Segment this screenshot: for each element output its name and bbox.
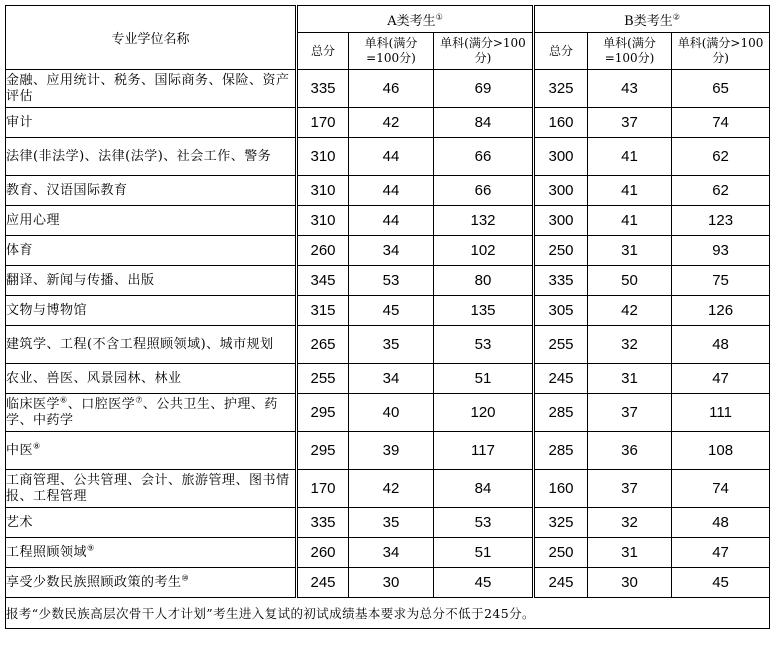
b-single-100: 30 xyxy=(588,568,672,598)
a-total: 345 xyxy=(297,266,349,296)
b-single-100: 41 xyxy=(588,206,672,236)
major-name-part: 享受少数民族照顾政策的考生 xyxy=(6,574,182,590)
a-total: 310 xyxy=(297,176,349,206)
table-row xyxy=(6,568,770,598)
b-single-over: 93 xyxy=(672,236,770,266)
major-name-part: 、公共卫生、护理、药学、中药学 xyxy=(6,396,278,428)
major-name: 文物与博物馆 xyxy=(6,296,297,326)
a-single-over: 132 xyxy=(434,206,534,236)
b-single-100: 36 xyxy=(588,432,672,470)
major-name xyxy=(6,432,297,470)
group-b-header xyxy=(534,6,770,33)
footnote-row xyxy=(6,598,770,629)
major-name: 审计 xyxy=(6,108,297,138)
major-name: 应用心理 xyxy=(6,206,297,236)
a-total: 265 xyxy=(297,326,349,364)
b-total: 335 xyxy=(534,266,588,296)
b-total: 250 xyxy=(534,538,588,568)
b-total: 285 xyxy=(534,432,588,470)
b-single-100: 32 xyxy=(588,326,672,364)
a-total: 245 xyxy=(297,568,349,598)
major-name xyxy=(6,538,297,568)
table-row xyxy=(6,394,770,432)
score-table xyxy=(5,5,770,629)
a-total: 260 xyxy=(297,236,349,266)
a-single-100: 30 xyxy=(349,568,434,598)
b-single-over: 65 xyxy=(672,70,770,108)
a-single-100-header: 单科(满分=100分) xyxy=(349,33,434,70)
major-name: 农业、兽医、风景园林、林业 xyxy=(6,364,297,394)
footnote-marker: ⑧ xyxy=(33,441,41,451)
b-single-over: 48 xyxy=(672,508,770,538)
major-name: 工商管理、公共管理、会计、旅游管理、图书情报、工程管理 xyxy=(6,470,297,508)
b-single-over: 48 xyxy=(672,326,770,364)
a-total-header: 总分 xyxy=(297,33,349,70)
major-name: 体育 xyxy=(6,236,297,266)
a-total: 170 xyxy=(297,108,349,138)
a-total: 315 xyxy=(297,296,349,326)
major-name-part: 临床医学 xyxy=(6,396,61,412)
a-single-100: 35 xyxy=(349,508,434,538)
b-total: 325 xyxy=(534,70,588,108)
a-total: 335 xyxy=(297,70,349,108)
b-single-100: 41 xyxy=(588,176,672,206)
b-total: 305 xyxy=(534,296,588,326)
b-total: 255 xyxy=(534,326,588,364)
a-single-over: 45 xyxy=(434,568,534,598)
table-row xyxy=(6,70,770,108)
header-row-groups xyxy=(6,6,770,33)
b-single-over: 62 xyxy=(672,176,770,206)
a-total: 310 xyxy=(297,138,349,176)
b-single-over: 45 xyxy=(672,568,770,598)
a-total: 295 xyxy=(297,394,349,432)
major-name: 法律(非法学)、法律(法学)、社会工作、警务 xyxy=(6,138,297,176)
a-single-over: 102 xyxy=(434,236,534,266)
major-name-part: 工程照顾领域 xyxy=(6,544,88,560)
b-single-over: 123 xyxy=(672,206,770,236)
table-row xyxy=(6,176,770,206)
a-single-over: 51 xyxy=(434,538,534,568)
b-single-100: 37 xyxy=(588,470,672,508)
b-single-over: 108 xyxy=(672,432,770,470)
b-total: 300 xyxy=(534,206,588,236)
b-total: 160 xyxy=(534,108,588,138)
b-single-100: 31 xyxy=(588,538,672,568)
a-single-over: 117 xyxy=(434,432,534,470)
b-single-over: 47 xyxy=(672,538,770,568)
a-single-over: 135 xyxy=(434,296,534,326)
b-total: 245 xyxy=(534,364,588,394)
a-single-100: 34 xyxy=(349,236,434,266)
a-single-100: 42 xyxy=(349,108,434,138)
b-single-100: 37 xyxy=(588,108,672,138)
a-single-100: 42 xyxy=(349,470,434,508)
major-name xyxy=(6,568,297,598)
table-row xyxy=(6,470,770,508)
a-single-100: 45 xyxy=(349,296,434,326)
a-total: 255 xyxy=(297,364,349,394)
a-single-100: 39 xyxy=(349,432,434,470)
footnote-marker: ⑦ xyxy=(135,395,143,405)
b-single-100: 43 xyxy=(588,70,672,108)
a-single-100: 44 xyxy=(349,138,434,176)
a-single-100: 35 xyxy=(349,326,434,364)
table-row xyxy=(6,266,770,296)
a-single-100: 46 xyxy=(349,70,434,108)
major-name-part: 、口腔医学 xyxy=(67,396,136,412)
a-single-over-header: 单科(满分>100分) xyxy=(434,33,534,70)
b-total: 250 xyxy=(534,236,588,266)
major-name-part: 中医 xyxy=(6,442,34,458)
b-total: 325 xyxy=(534,508,588,538)
b-total: 160 xyxy=(534,470,588,508)
group-a-label: A类考生 xyxy=(387,13,436,29)
a-single-over: 53 xyxy=(434,326,534,364)
b-total: 300 xyxy=(534,138,588,176)
b-single-100-header: 单科(满分=100分) xyxy=(588,33,672,70)
b-single-over: 111 xyxy=(672,394,770,432)
a-total: 260 xyxy=(297,538,349,568)
a-single-over: 80 xyxy=(434,266,534,296)
major-name: 建筑学、工程(不含工程照顾领域)、城市规划 xyxy=(6,326,297,364)
b-single-100: 31 xyxy=(588,236,672,266)
a-single-over: 66 xyxy=(434,138,534,176)
a-single-over: 84 xyxy=(434,470,534,508)
group-b-label: B类考生 xyxy=(624,13,673,29)
a-single-100: 34 xyxy=(349,364,434,394)
group-a-note-marker: ① xyxy=(435,12,443,22)
b-total: 245 xyxy=(534,568,588,598)
b-single-100: 50 xyxy=(588,266,672,296)
footnote-text: 报考“少数民族高层次骨干人才计划”考生进入复试的初试成绩基本要求为总分不低于245分。 xyxy=(6,598,770,629)
table-row xyxy=(6,296,770,326)
a-single-100: 53 xyxy=(349,266,434,296)
b-single-100: 42 xyxy=(588,296,672,326)
b-single-over: 74 xyxy=(672,470,770,508)
major-name: 翻译、新闻与传播、出版 xyxy=(6,266,297,296)
table-row xyxy=(6,326,770,364)
b-single-over: 126 xyxy=(672,296,770,326)
footnote-marker: ⑥ xyxy=(60,395,68,405)
table-row xyxy=(6,538,770,568)
a-total: 170 xyxy=(297,470,349,508)
table-row xyxy=(6,508,770,538)
a-total: 335 xyxy=(297,508,349,538)
b-single-over: 62 xyxy=(672,138,770,176)
b-single-over: 75 xyxy=(672,266,770,296)
a-single-100: 40 xyxy=(349,394,434,432)
b-single-100: 31 xyxy=(588,364,672,394)
major-name: 金融、应用统计、税务、国际商务、保险、资产评估 xyxy=(6,70,297,108)
major-name: 艺术 xyxy=(6,508,297,538)
a-single-100: 44 xyxy=(349,176,434,206)
table-row xyxy=(6,138,770,176)
footnote-marker: ⑩ xyxy=(181,573,190,583)
major-name xyxy=(6,394,297,432)
a-single-over: 120 xyxy=(434,394,534,432)
a-single-over: 84 xyxy=(434,108,534,138)
a-total: 295 xyxy=(297,432,349,470)
score-table-container xyxy=(5,5,770,629)
a-single-over: 53 xyxy=(434,508,534,538)
group-a-header xyxy=(297,6,534,33)
table-row xyxy=(6,432,770,470)
table-row xyxy=(6,364,770,394)
b-single-100: 37 xyxy=(588,394,672,432)
a-total: 310 xyxy=(297,206,349,236)
b-single-100: 41 xyxy=(588,138,672,176)
b-single-over: 47 xyxy=(672,364,770,394)
major-name-header: 专业学位名称 xyxy=(6,6,297,70)
b-total: 300 xyxy=(534,176,588,206)
major-name: 教育、汉语国际教育 xyxy=(6,176,297,206)
a-single-over: 66 xyxy=(434,176,534,206)
table-row xyxy=(6,236,770,266)
a-single-over: 69 xyxy=(434,70,534,108)
b-single-over-header: 单科(满分>100分) xyxy=(672,33,770,70)
group-b-note-marker: ② xyxy=(672,12,680,22)
b-total: 285 xyxy=(534,394,588,432)
table-row xyxy=(6,206,770,236)
a-single-over: 51 xyxy=(434,364,534,394)
b-single-100: 32 xyxy=(588,508,672,538)
b-total-header: 总分 xyxy=(534,33,588,70)
a-single-100: 34 xyxy=(349,538,434,568)
table-row xyxy=(6,108,770,138)
footnote-marker: ⑨ xyxy=(87,543,95,553)
b-single-over: 74 xyxy=(672,108,770,138)
a-single-100: 44 xyxy=(349,206,434,236)
